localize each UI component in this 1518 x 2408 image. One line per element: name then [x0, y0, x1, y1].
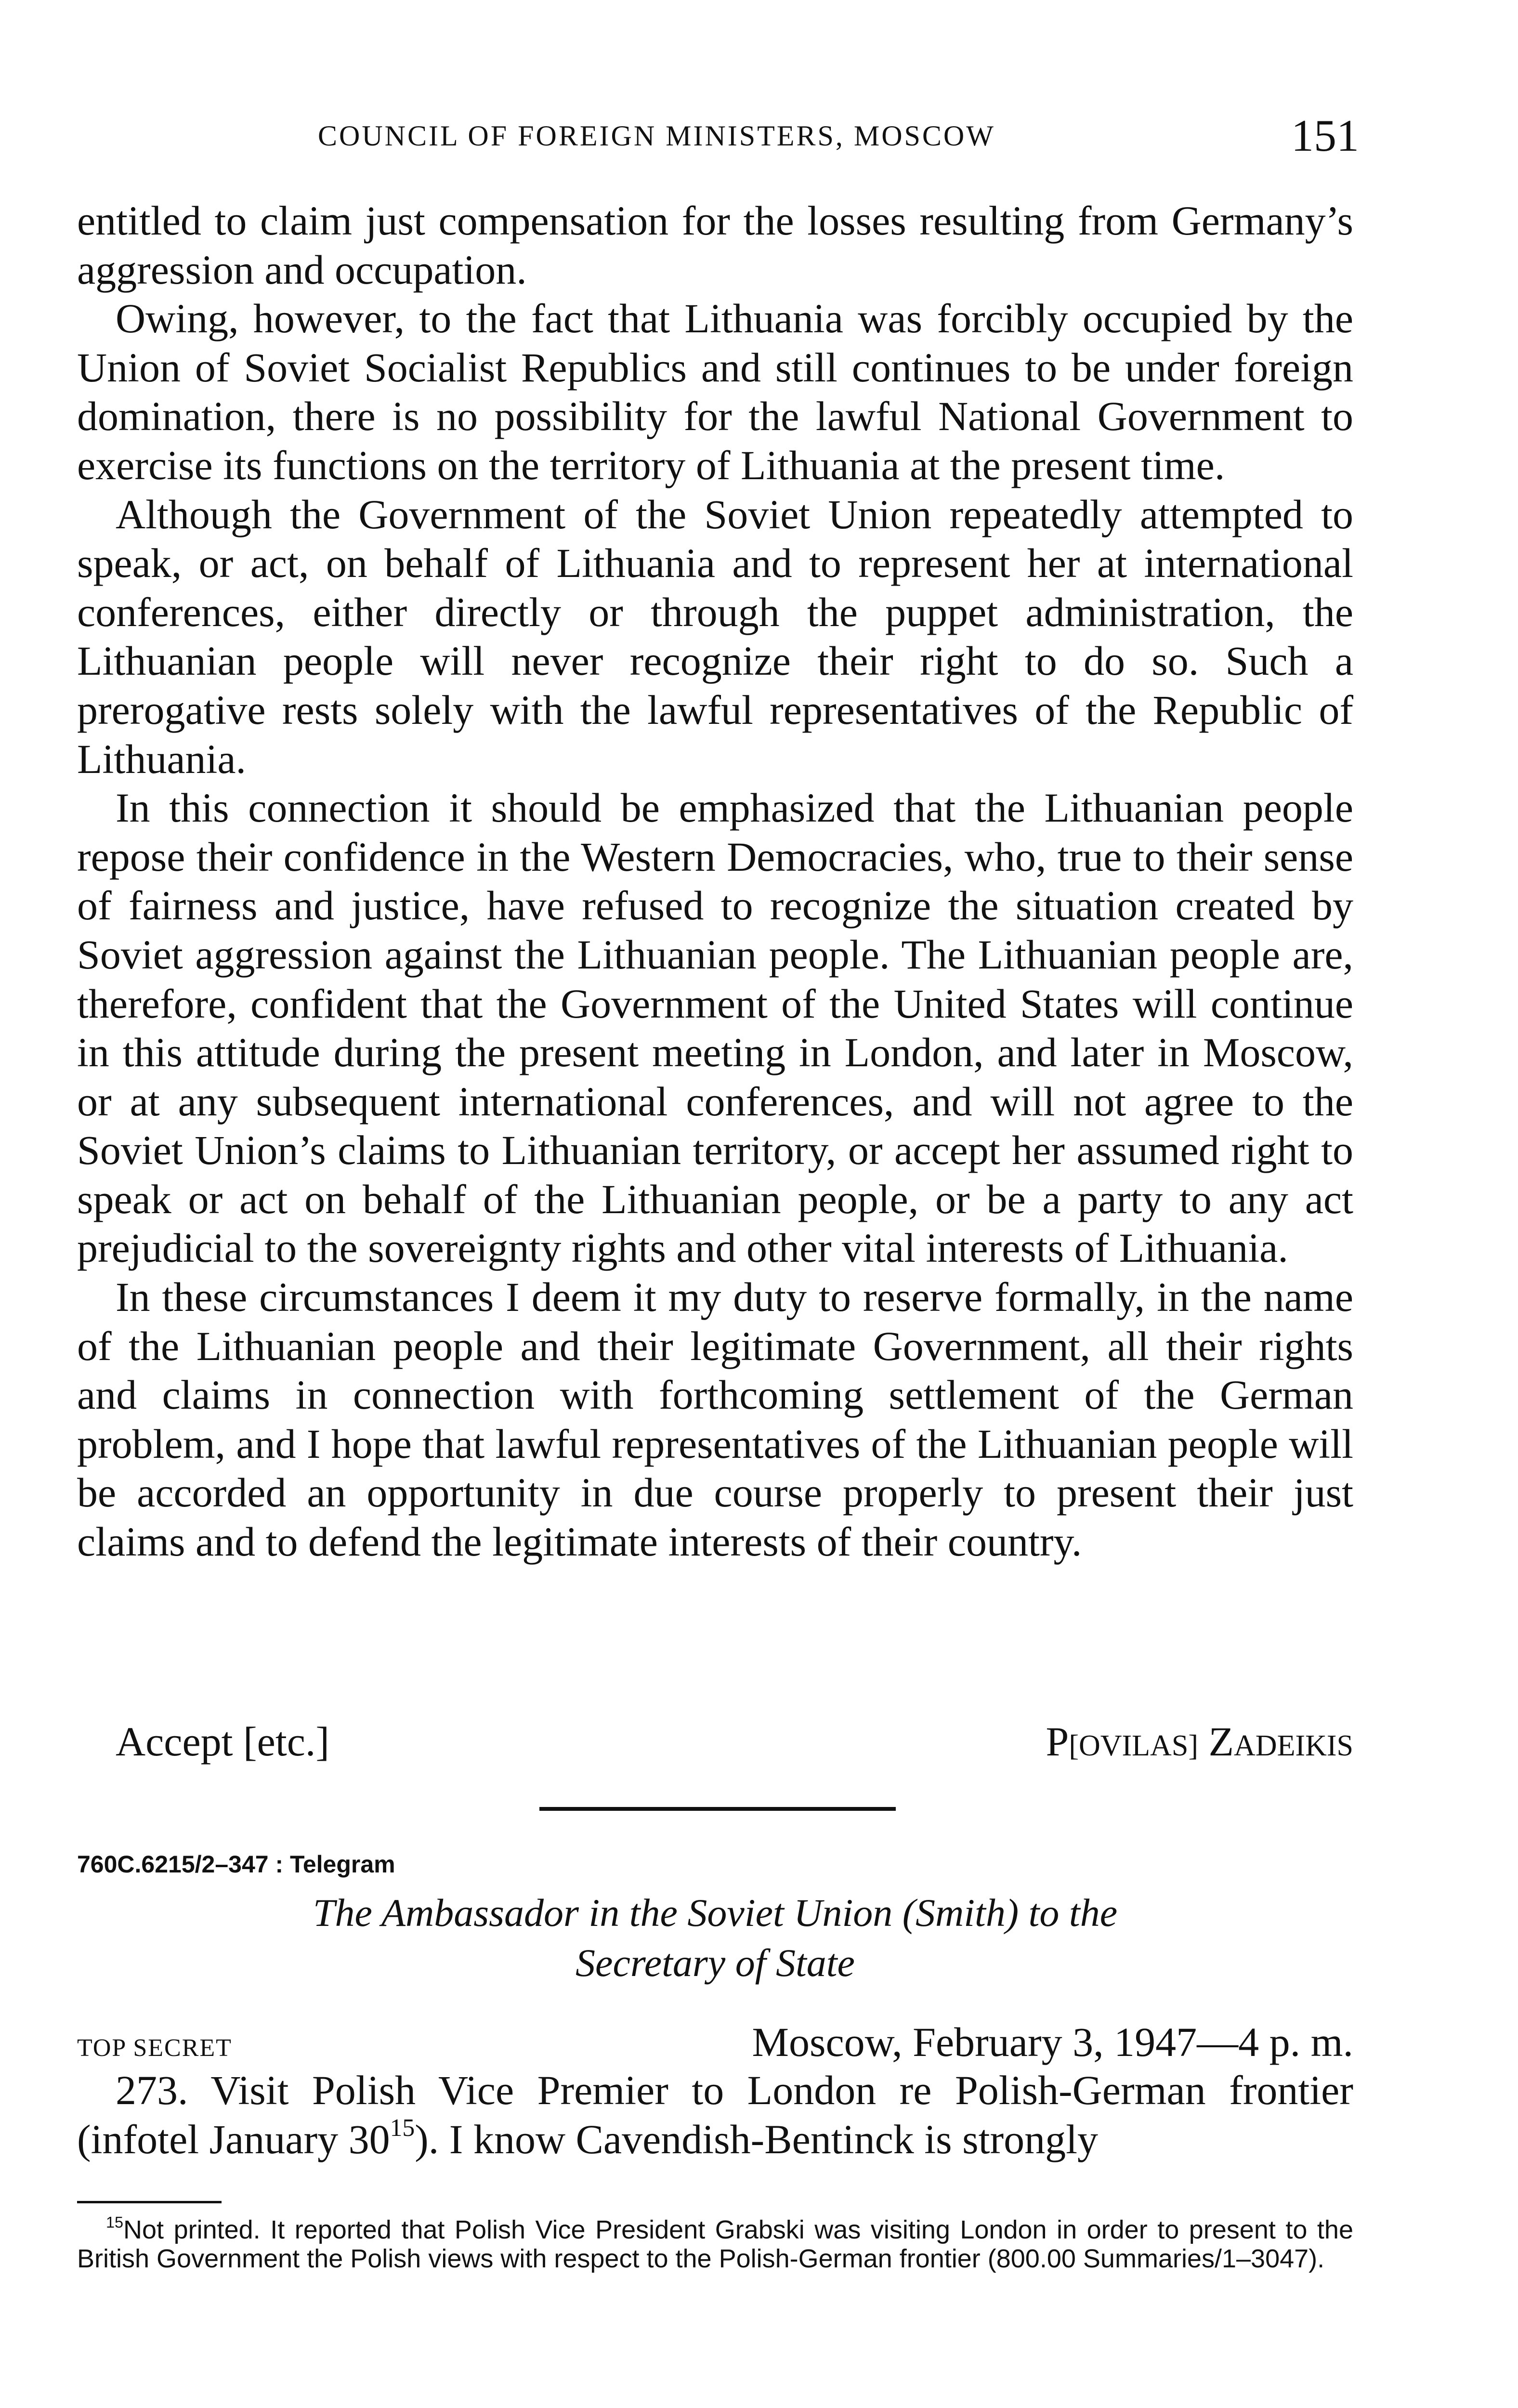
letter-body	[77, 196, 1353, 1567]
date-place: Moscow, February 3, 1947—4 p. m.	[752, 2019, 1353, 2065]
telegram-body	[77, 2066, 1353, 2164]
paragraph: Owing, however, to the fact that Lithuania was forcibly occupied by the Union of Soviet Socialist Republics and still continues to be under foreign domination, there is no possibility for the lawful National Government to exercise its functions on the territory of Lithuania at the present time.	[77, 295, 1353, 488]
document-heading	[77, 1888, 1353, 1988]
heading-line: The Ambassador in the Soviet Union (Smith) to the	[313, 1891, 1118, 1935]
paragraph	[77, 2066, 1353, 2164]
signature-initial: Z	[1208, 1718, 1234, 1765]
dateline	[77, 2018, 1353, 2066]
paragraph-text: ). I know Cavendish-Bentinck is strongly	[415, 2116, 1099, 2162]
classification: TOP SECRET	[77, 2034, 232, 2062]
paragraph-text: 273. Visit Polish Vice Premier to London re Polish-German frontier (infotel January 30	[77, 2067, 1353, 2162]
signature-last-name: ADEIKIS	[1234, 1729, 1353, 1762]
paragraph: In these circumstances I deem it my duty to reserve formally, in the name of the Lithuanian people and their legitimate Government, all their rights and claims in connection with forthcoming settlement of the German problem, and I hope that lawful representatives of the Lithuanian people will be accorded an opportunity in due course properly to present their just claims and to defend the legitimate interests of their country.	[77, 1274, 1353, 1565]
file-reference: 760C.6215/2–347 : Telegram	[77, 1851, 395, 1878]
paragraph: In this connection it should be emphasized that the Lithuanian people repose their confidence in the Western Democracies, who, true to their sense of fairness and justice, have refused to recognize the situation created by Soviet aggression against the Lithuanian people. The Lithuanian people are, therefore, confident that the Government of the United States will continue in this attitude during the present meeting in London, and later in Moscow, or at any subsequent international conferences, and will not agree to the Soviet Union’s claims to Lithuanian territory, or accept her assumed right to speak or act on behalf of the Lithuanian people, or be a party to any act prejudicial to the sovereignty rights and other vital interests of Lithuania.	[77, 785, 1353, 1271]
footnote-rule	[77, 2201, 222, 2203]
signature	[1046, 1717, 1354, 1770]
page-number: 151	[1291, 111, 1359, 161]
footnote-reference[interactable]: 15	[390, 2114, 415, 2142]
footnote-text: Not printed. It reported that Polish Vice President Grabski was visiting London in order to present to the British Government the Polish views with respect to the Polish-German frontier (800.00 Summaries/1–3047).	[77, 2215, 1353, 2273]
signature-initial: P	[1046, 1718, 1069, 1765]
footnote-number: 15	[106, 2213, 124, 2231]
signature-first-name: [OVILAS]	[1069, 1729, 1198, 1762]
section-divider	[539, 1807, 896, 1811]
complimentary-close: Accept [etc.]	[116, 1718, 330, 1765]
heading-line: Secretary of State	[576, 1941, 855, 1985]
letter-closing	[116, 1717, 1353, 1770]
paragraph: Although the Government of the Soviet Union repeatedly attempted to speak, or act, on behalf of Lithuania and to represent her at international conferences, either directly or through the puppet administration, the Lithuanian people will never recognize their right to do so. Such a prerogative rests solely with the lawful representatives of the Republic of Lithuania.	[77, 491, 1353, 782]
paragraph: entitled to claim just compensation for the losses resulting from Germany’s aggression and occupation.	[77, 197, 1353, 293]
footnote	[77, 2215, 1353, 2273]
running-head: COUNCIL OF FOREIGN MINISTERS, MOSCOW	[318, 120, 995, 152]
